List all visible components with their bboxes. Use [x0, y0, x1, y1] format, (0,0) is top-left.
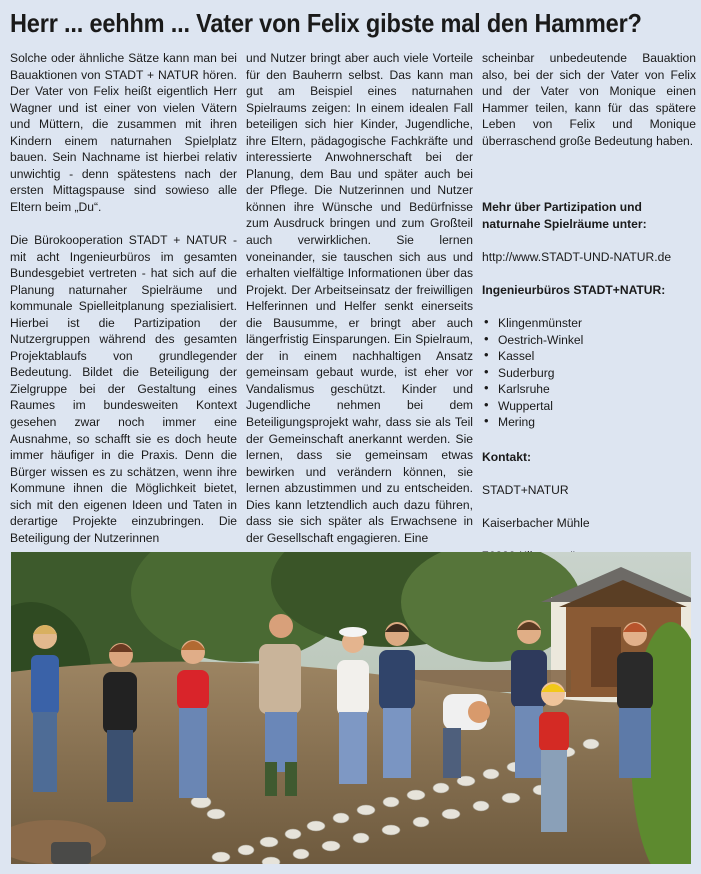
contact-heading: Kontakt: — [482, 449, 532, 464]
intro-paragraph: Solche oder ähnliche Sätze kann man bei Bauaktionen von STADT + NATUR hören. Der Vater von Felix heißt eigentlich Herr Wagner und ist einer von vielen Vätern und Müttern, die zusammen mit ihren Kindern einem naturnahen Spielplatz bauen. Sein Nachname ist hierbei relativ unwichtig - denn spätestens nach der ersten Mittagspause sind sowieso alle Eltern beim „Du“. — [10, 51, 237, 214]
office-item: • Wuppertal — [482, 398, 696, 415]
office-item: • Klingenmünster — [482, 315, 696, 332]
office-item: • Kassel — [482, 348, 696, 365]
closing-paragraph: scheinbar unbedeutende Bauaktion also, bei der sich der Vater von Felix und der Vater von Monique einen Hammer teilen, kann für das spätere Leben von Felix und Monique überraschend große Bedeutung haben. — [482, 51, 696, 148]
contact-street: Kaiserbacher Mühle — [482, 515, 590, 530]
article-column-2 — [246, 50, 473, 563]
article-column-3 — [482, 50, 696, 614]
page-title: Herr ... eehhm ... Vater von Felix gibste mal den Hammer? — [10, 8, 642, 38]
bureau-paragraph: Die Bürokooperation STADT + NATUR - mit acht Ingenieurbüros im gesamten Bundesgebiet vertreten - hat sich auf die Planung naturnaher Spielräume und kommunale Spielleitplanung spezialisiert. Hierbei ist die Partizipation der Nutzergruppen während des gesamten Projektablaufs von grundlegender Bedeutung. Bildet die Beteiligung der Zielgruppe bei der Gestaltung eines Raumes im bundesweiten Kontext gesehen zwar noch immer eine Ausnahme, so schafft sie es doch heute immer häufiger in die Praxis. Denn die Bürger wissen es zu schätzen, wenn ihre Kommune ihnen die Möglichkeit bietet, sich mit den eigenen Ideen und Taten in derartige Projekte einzubringen. Die Beteiligung der Nutzerinnen — [10, 232, 237, 545]
offices-heading: Ingenieurbüros STADT+NATUR: — [482, 282, 666, 297]
office-item: • Oestrich-Winkel — [482, 332, 696, 349]
contact-org: STADT+NATUR — [482, 482, 569, 497]
website-link[interactable]: http://www.STADT-UND-NATUR.de — [482, 249, 672, 264]
office-item: • Karlsruhe — [482, 381, 696, 398]
more-info-heading: Mehr über Partizipation und naturnahe Spielräume unter: — [482, 200, 647, 231]
office-item: • Suderburg — [482, 365, 696, 382]
photo-illustration — [11, 552, 691, 864]
benefits-paragraph: und Nutzer bringt aber auch viele Vorteile für den Bauherrn selbst. Das kann man gut am Beispiel eines naturnahen Spielraums zeigen: In einem idealen Fall beteiligen sich hier Kinder, Jugendliche, ihre Eltern, pädagogische Fachkräfte und interessierte Anwohnerschaft bei der Planung, dem Bau und später auch bei der Pflege. Die Nutzerinnen und Nutzer können ihre Wünsche und Bedürfnisse zum Ausdruck bringen und zum Großteil auch verwirklichen. Sie lernen voneinander, sie tauschen sich aus und erhalten vielfältige Informationen über das Projekt. Der Arbeitseinsatz der freiwilligen Helferinnen und Helfer senkt einerseits die Bausumme, er bringt aber auch längerfristig Einsparungen. Ein Spielraum, der in einem nachhaltigen Ansatz gemeinsam gebaut wurde, ist eher vor Vandalismus geschützt. Kinder und Jugendliche nehmen bei dem Beteiligungsprojekt wahr, dass sie als Teil der Gemeinschaft anerkannt werden. Sie lernen, dass sie gemeinsam etwas bewirken und verändern können, sie lernen abzustimmen und zu entscheiden. Dies kann letztendlich auch dazu führen, dass sie sich später als Erwachsene in der Gesellschaft engagieren. Eine — [246, 51, 473, 545]
group-building-photo — [11, 552, 691, 864]
article-column-1 — [10, 50, 237, 563]
office-item: • Mering — [482, 414, 696, 431]
offices-list — [482, 315, 696, 431]
